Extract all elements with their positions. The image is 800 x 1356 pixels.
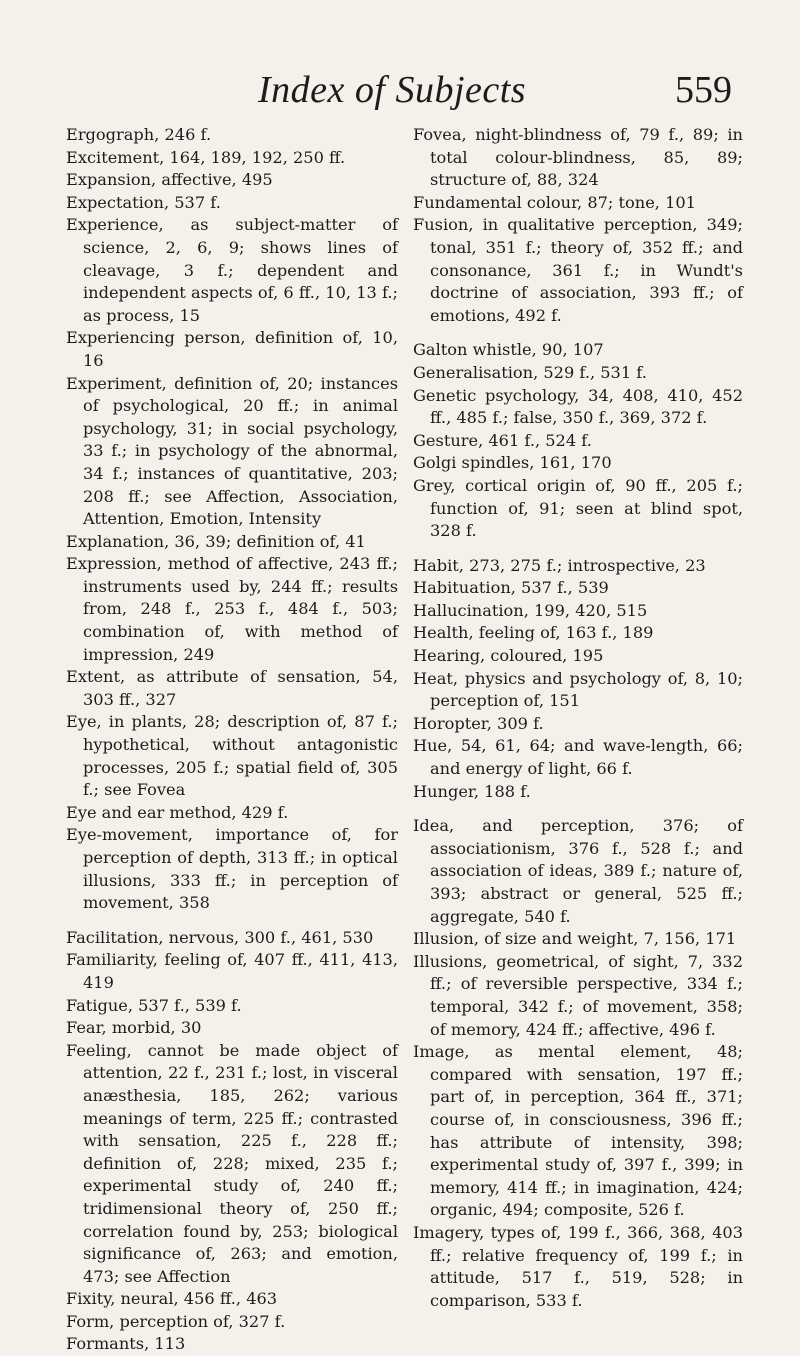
index-entry: Fear, morbid, 30 (66, 1018, 202, 1038)
index-entry: Fixity, neural, 456 ff., 463 (66, 1289, 278, 1309)
index-entry: Experiment, definition of, 20; instances of psychological, 20 ff.; in animal psychology, 31; in social psychology, 33 f.; in psychology of the abnormal, 34 f.; instances of quantitative, 203; 208 ff.; see Affection, Association, Attention, Emotion, Intensity (66, 373, 398, 529)
index-entry: Extent, as attribute of sensation, 54, 303 ff., 327 (66, 667, 398, 709)
page-header (0, 68, 800, 118)
running-title: Index of Subjects (258, 69, 527, 111)
index-entry: Explanation, 36, 39; definition of, 41 (66, 531, 366, 551)
letter-section-gap (413, 803, 743, 815)
index-entry: Eye-movement, importance of, for perception of depth, 313 ff.; in optical illusions, 333 ff.; in perception of movement, 358 (66, 825, 398, 913)
index-entry: Habituation, 537 f., 539 (413, 578, 609, 598)
index-entry: Fusion, in qualitative perception, 349; tonal, 351 f.; theory of, 352 ff.; and consonance, 361 f.; in Wundt's doctrine of association, 393 ff.; of emotions, 492 f. (413, 215, 743, 325)
index-entry: Hearing, coloured, 195 (413, 646, 604, 666)
index-entry: Fovea, night-blindness of, 79 f., 89; in total colour-blindness, 85, 89; structure of, 88, 324 (413, 125, 743, 190)
letter-section-gap (66, 915, 398, 927)
index-entry: Galton whistle, 90, 107 (413, 340, 604, 360)
index-entry: Imagery, types of, 199 f., 366, 368, 403 ff.; relative frequency of, 199 f.; in attitude, 517 f., 519, 528; in comparison, 533 f. (413, 1222, 743, 1310)
index-entry: Form, perception of, 327 f. (66, 1311, 286, 1331)
index-entry: Facilitation, nervous, 300 f., 461, 530 (66, 927, 374, 947)
index-entry: Fatigue, 537 f., 539 f. (66, 995, 242, 1015)
index-entry: Hallucination, 199, 420, 515 (413, 600, 648, 620)
index-entry: Experience, as subject-matter of science, 2, 6, 9; shows lines of cleavage, 3 f.; dependent and independent aspects of, 6 ff., 10, 13 f.; as process, 15 (66, 215, 398, 325)
index-entry: Excitement, 164, 189, 192, 250 ff. (66, 147, 346, 167)
letter-section-gap (413, 327, 743, 339)
index-entry: Experiencing person, definition of, 10, 16 (66, 328, 398, 370)
index-entry: Genetic psychology, 34, 408, 410, 452 ff., 485 f.; false, 350 f., 369, 372 f. (413, 385, 743, 428)
index-entry: Health, feeling of, 163 f., 189 (413, 623, 654, 643)
index-entry: Heat, physics and psychology of, 8, 10; perception of, 151 (413, 668, 743, 711)
index-entry: Grey, cortical origin of, 90 ff., 205 f.; function of, 91; seen at blind spot, 328 f. (413, 475, 743, 541)
index-entry: Illusion, of size and weight, 7, 156, 171 (413, 929, 737, 949)
index-entry: Feeling, cannot be made object of attention, 22 f., 231 f.; lost, in visceral anæsthesia, 185, 262; various meanings of term, 225 ff.; contrasted with sensation, 225 f., 228 ff.; definition of, 228; mixed, 235 f.; experimental study of, 240 ff.; tridimensional theory of, 250 ff.; correlation found by, 253; biological significance of, 263; and emotion, 473; see Affection (66, 1040, 398, 1286)
index-entry: Fundamental colour, 87; tone, 101 (413, 192, 696, 212)
index-entry: Familiarity, feeling of, 407 ff., 411, 413, 419 (66, 950, 398, 992)
index-entry: Eye, in plants, 28; description of, 87 f.; hypothetical, without antagonistic processes, 205 f.; spatial field of, 305 f.; see Fovea (66, 712, 398, 800)
index-entry: Image, as mental element, 48; compared with sensation, 197 ff.; part of, in perception, 364 ff., 371; course of, in consciousness, 396 ff.; has attribute of intensity, 398; experimental study of, 397 f., 399; in memory, 414 ff.; in imagination, 424; organic, 494; composite, 526 f. (413, 1042, 743, 1220)
index-column-right (413, 124, 743, 1312)
index-entry: Formants, 113 (66, 1334, 186, 1354)
index-entry: Hunger, 188 f. (413, 781, 531, 801)
index-column-left (66, 124, 398, 1356)
index-entry: Habit, 273, 275 f.; introspective, 23 (413, 555, 706, 575)
index-entry: Eye and ear method, 429 f. (66, 802, 289, 822)
letter-section-gap (413, 543, 743, 555)
index-entry: Illusions, geometrical, of sight, 7, 332 ff.; of reversible perspective, 334 f.; temporal, 342 f.; of movement, 358; of memory, 424 ff.; affective, 496 f. (413, 951, 743, 1039)
index-entry: Idea, and perception, 376; of associationism, 376 f., 528 f.; and association of ideas, 389 f.; nature of, 393; abstract or general, 525 ff.; aggregate, 540 f. (413, 816, 743, 926)
index-entry: Ergograph, 246 f. (66, 125, 212, 144)
page-number: 559 (675, 69, 732, 111)
index-entry: Expression, method of affective, 243 ff.; instruments used by, 244 ff.; results from, 248 f., 253 f., 484 f., 503; combination of, with method of impression, 249 (66, 554, 398, 664)
index-entry: Expectation, 537 f. (66, 192, 221, 212)
index-entry: Gesture, 461 f., 524 f. (413, 430, 592, 450)
index-entry: Golgi spindles, 161, 170 (413, 453, 612, 473)
index-entry: Expansion, affective, 495 (66, 170, 273, 190)
index-entry: Horopter, 309 f. (413, 713, 544, 733)
index-entry: Hue, 54, 61, 64; and wave-length, 66; and energy of light, 66 f. (413, 736, 743, 779)
index-entry: Generalisation, 529 f., 531 f. (413, 362, 647, 382)
